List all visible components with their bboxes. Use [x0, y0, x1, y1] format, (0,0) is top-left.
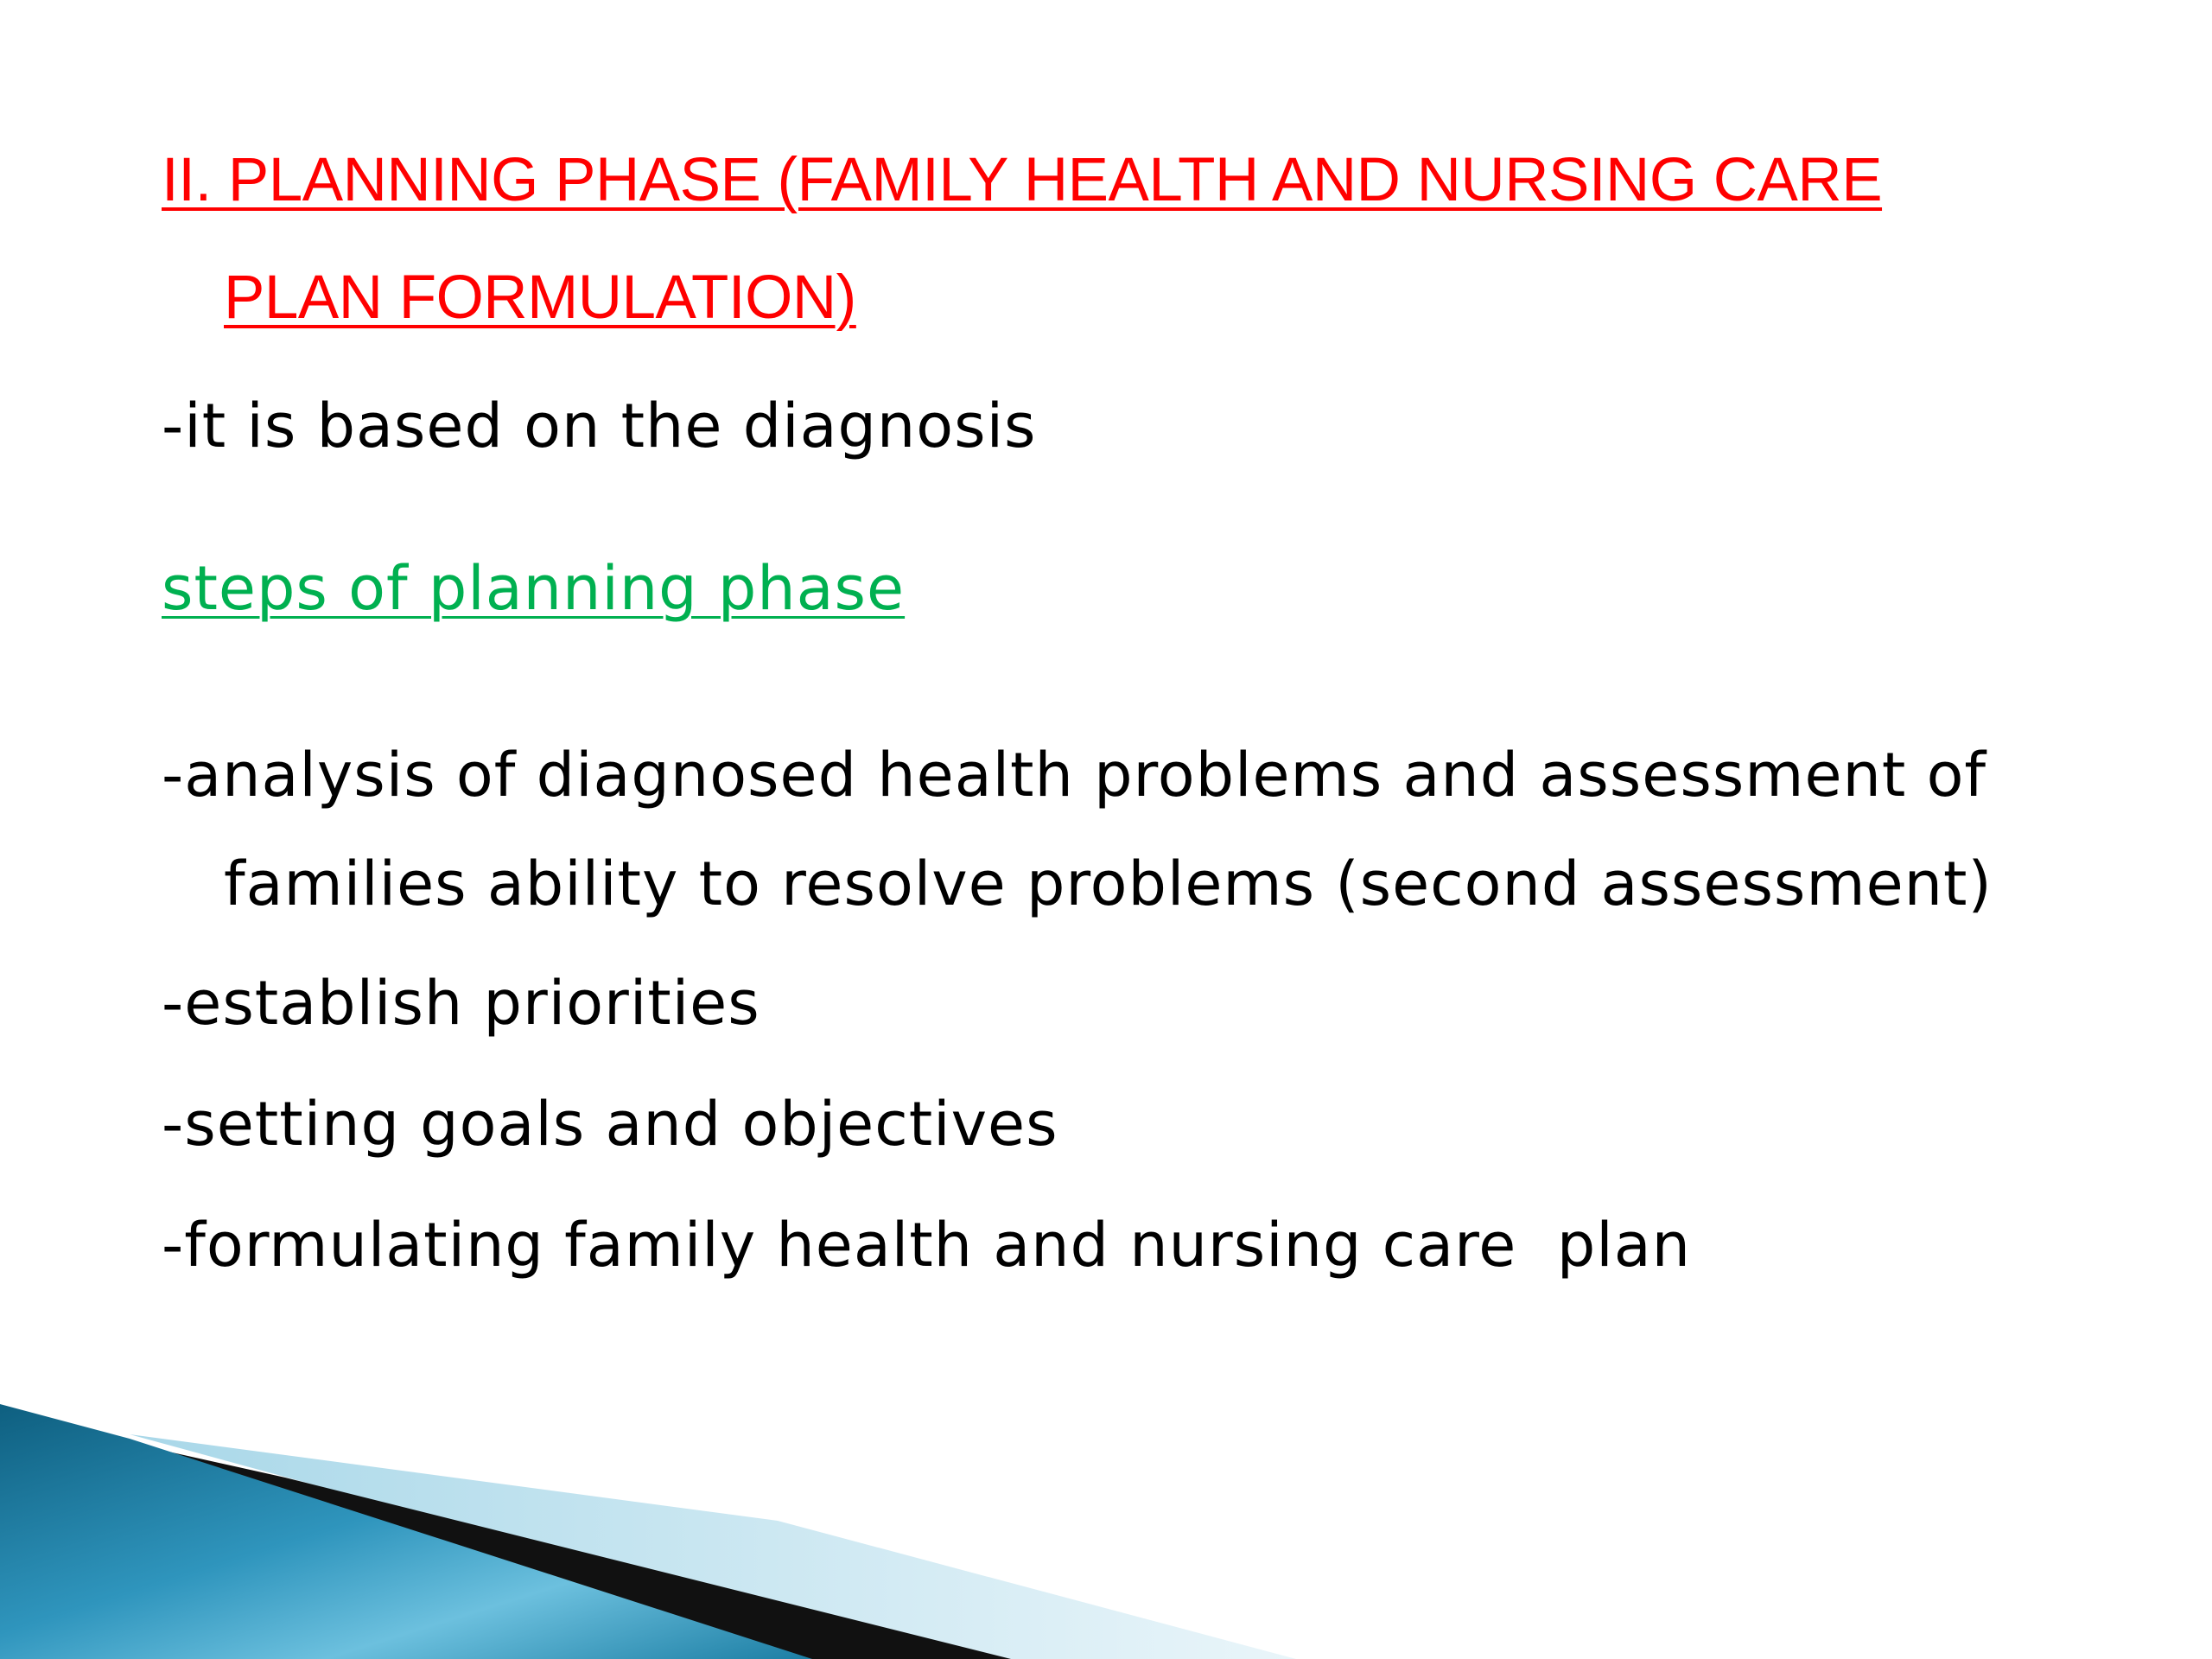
pale-band-shape [130, 1434, 1296, 1659]
intro-text: -it is based on the diagnosis [162, 391, 1037, 461]
step-item-1-line-1: -analysis of diagnosed health problems and assessment of [162, 740, 1987, 810]
slide-title-line-2: PLAN FORMULATION) [224, 264, 856, 332]
step-item-4: -formulating family health and nursing care plan [162, 1210, 1692, 1281]
blue-wedge-shape [0, 1404, 812, 1659]
black-stripe-shape [130, 1443, 1011, 1659]
slide-title-line-1: II. PLANNING PHASE (FAMILY HEALTH AND NURSING CARE [162, 146, 1883, 214]
step-item-3: -setting goals and objectives [162, 1089, 1058, 1160]
step-item-2: -establish priorities [162, 968, 760, 1039]
steps-subheading: steps of planning phase [162, 553, 906, 624]
step-item-1-line-2: families ability to resolve problems (second assessment) [224, 849, 1993, 919]
